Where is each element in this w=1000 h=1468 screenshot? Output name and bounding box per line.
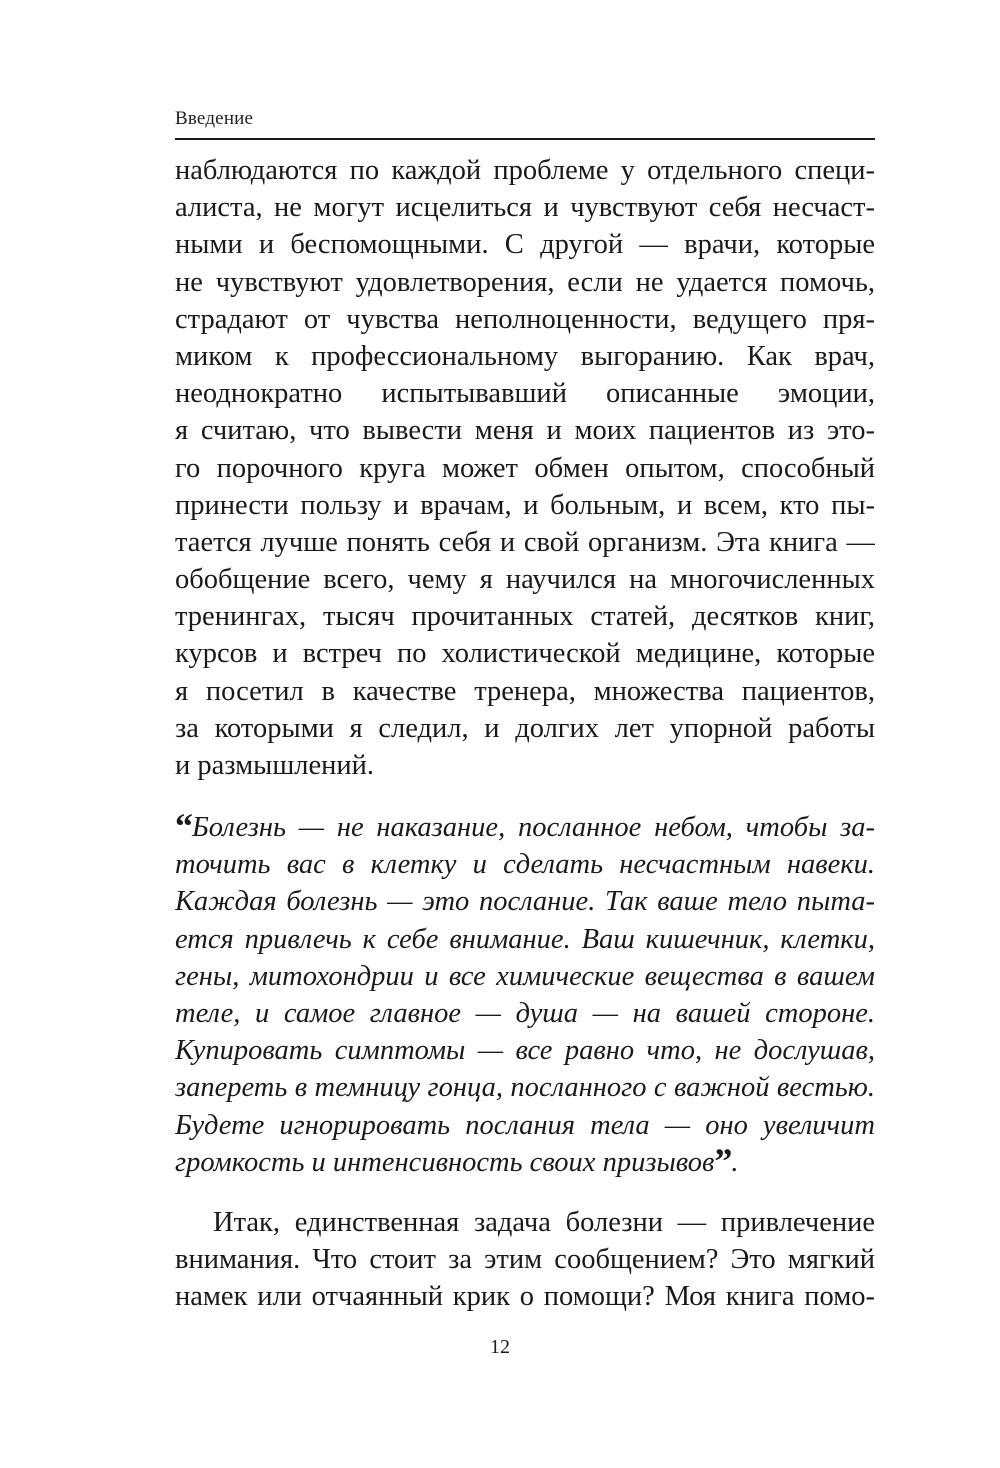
quote-line: теле, и самое главное — душа — на вашей стороне. (175, 997, 875, 1029)
text-line: за которыми я следил, и долгих лет упорной работы (175, 712, 875, 744)
text-line: неоднократно испытывавший описанные эмоции, (175, 378, 875, 410)
quote-line: ется привлечь к себе внимание. Ваш кишечник, клетки, (175, 923, 875, 955)
text-line: я считаю, что вывести меня и моих пациентов из это- (175, 415, 875, 447)
text-line: внимания. Что стоит за этим сообщением? Это мягкий (175, 1244, 875, 1276)
text-line: го порочного круга может обмен опытом, способный (175, 452, 875, 484)
text-line: миком к профессиональному выгоранию. Как врач, (175, 340, 875, 372)
text-line: ными и беспомощными. С другой — врачи, которые (175, 229, 875, 261)
close-quote-mark: ” (714, 1143, 732, 1181)
text-line: тается лучше понять себя и свой организм. Эта книга — (175, 526, 875, 558)
text-line: курсов и встреч по холистической медицине, которые (175, 638, 875, 670)
epigraph-quote (175, 809, 875, 1181)
text-line: обобщение всего, чему я научился на многочисленных (175, 564, 875, 596)
quote-line-text: Болезнь — не наказание, посланное небом, чтобы за- (192, 812, 875, 843)
text-line: страдают от чувства неполноценности, ведущего пря- (175, 303, 875, 335)
page-number: 12 (490, 1336, 510, 1358)
paragraph-1 (175, 152, 875, 784)
text-line: тренингах, тысяч прочитанных статей, десятков книг, (175, 601, 875, 633)
open-quote-mark: “ (175, 809, 192, 846)
quote-line: Будете игнорировать послания тела — оно увеличит (175, 1109, 875, 1141)
paragraph-2 (175, 1204, 875, 1316)
text-line: я посетил в качестве тренера, множества пациентов, (175, 675, 875, 707)
quote-end-punct: . (731, 1146, 739, 1178)
text-line: Итак, единственная задача болезни — привлечение (213, 1207, 875, 1238)
text-line: принести пользу и врачам, и больным, и всем, кто пы- (175, 489, 875, 521)
text-line: наблюдаются по каждой проблеме у отдельного специ- (175, 155, 875, 186)
text-line: не чувствуют удовлетворения, если не удается помочь, (175, 266, 875, 298)
text-line: и размышлений. (175, 750, 375, 781)
quote-line-text: громкость и интенсивность своих призывов (175, 1146, 715, 1178)
quote-line: точить вас в клетку и сделать несчастным навеки. (175, 849, 875, 881)
quote-line (175, 1144, 875, 1181)
quote-line: запереть в темницу гонца, посланного с важной вестью. (175, 1072, 875, 1104)
text-line: алиста, не могут исцелиться и чувствуют себя несчаст- (175, 192, 875, 224)
running-head: Введение (175, 108, 254, 129)
quote-line: гены, митохондрии и все химические вещества в вашем (175, 960, 875, 992)
quote-line: Купировать симптомы — все равно что, не дослушав, (175, 1035, 875, 1067)
quote-line (175, 809, 875, 846)
text-line: намек или отчаянный крик о помощи? Моя книга помо- (175, 1281, 875, 1313)
header-rule (175, 138, 875, 140)
quote-line: Каждая болезнь — это послание. Так ваше тело пыта- (175, 886, 875, 918)
